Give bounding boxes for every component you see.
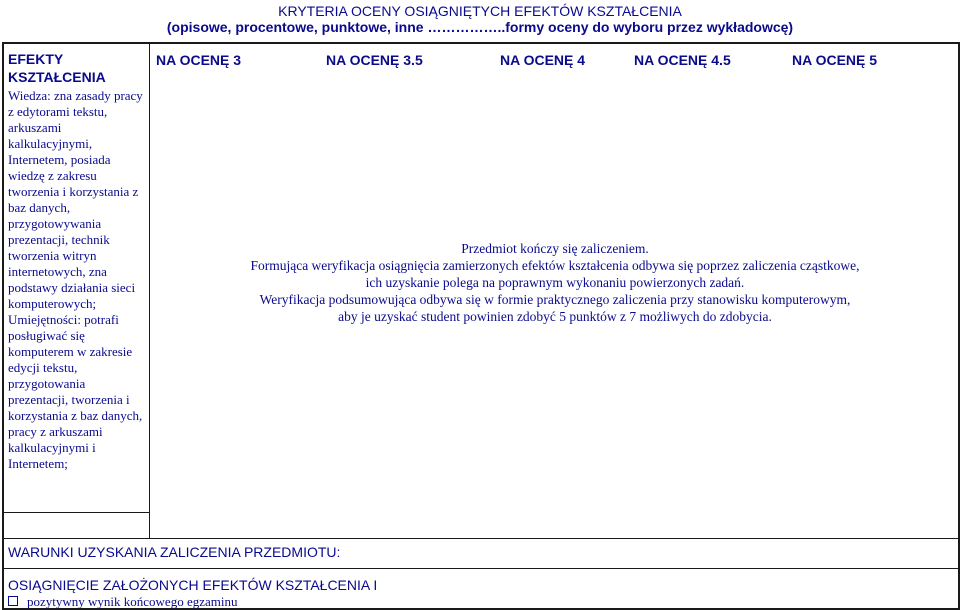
effects-description: Wiedza: zna zasady pracy z edytorami tekstu, arkuszami kalkulacyjnymi, Internetem, posiada wiedzę z zakresu tworzenia i korzystania z baz danych, przygotowywania prezentacji, technik tworzenia witryn internetowych, zna podstawy działania sieci komputerowych; Umiejętności: potrafi posługiwać się komputerem w zakresie edycji tekstu, przygotowania prezentacji, tworzenia i korzystania z baz danych, pracy z arkuszami kalkulacyjnymi i Internetem; (8, 88, 143, 471)
achievement-title: OSIĄGNIĘCIE ZAŁOŻONYCH EFEKTÓW KSZTAŁCENIA I (8, 577, 378, 593)
row-divider-3 (2, 568, 958, 569)
checkbox-label: pozytywny wynik końcowego egzaminu (27, 594, 238, 609)
header-subtitle: (opisowe, procentowe, punktowe, inne ……………..formy oceny do wyboru przez wykładowcę) (166, 19, 794, 35)
description-line-4: Weryfikacja podsumowująca odbywa się w formie praktycznego zaliczenia przy stanowisku komputerowym, (259, 292, 851, 307)
grade-3-header: NA OCENĘ 3 (156, 52, 242, 68)
grade-4-5-header: NA OCENĘ 4.5 (634, 52, 731, 68)
row-divider-1 (2, 512, 149, 513)
description-line-5: aby je uzyskać student powinien zdobyć 5 punktów z 7 możliwych do zdobycia. (338, 309, 772, 324)
grade-4-header: NA OCENĘ 4 (500, 52, 586, 68)
assessment-description (150, 240, 960, 325)
conditions-title: WARUNKI UZYSKANIA ZALICZENIA PRZEDMIOTU: (8, 544, 341, 560)
checkbox-icon[interactable] (8, 596, 18, 606)
effects-title (8, 50, 106, 86)
effects-title-line2: KSZTAŁCENIA (8, 69, 106, 85)
document-header (0, 3, 960, 35)
grade-3-5-header: NA OCENĘ 3.5 (326, 52, 423, 68)
row-divider-2 (2, 538, 958, 539)
header-title: KRYTERIA OCENY OSIĄGNIĘTYCH EFEKTÓW KSZTAŁCENIA (278, 3, 682, 19)
description-line-1: Przedmiot kończy się zaliczeniem. (461, 241, 649, 256)
description-line-3: ich uzyskanie polega na poprawnym wykonaniu powierzonych zadań. (365, 275, 745, 290)
checkbox-row (8, 594, 237, 609)
effects-title-line1: EFEKTY (8, 51, 64, 67)
description-line-2: Formująca weryfikacja osiągnięcia zamierzonych efektów kształcenia odbywa się poprzez zaliczenia cząstkowe, (250, 258, 860, 273)
grade-5-header: NA OCENĘ 5 (792, 52, 878, 68)
